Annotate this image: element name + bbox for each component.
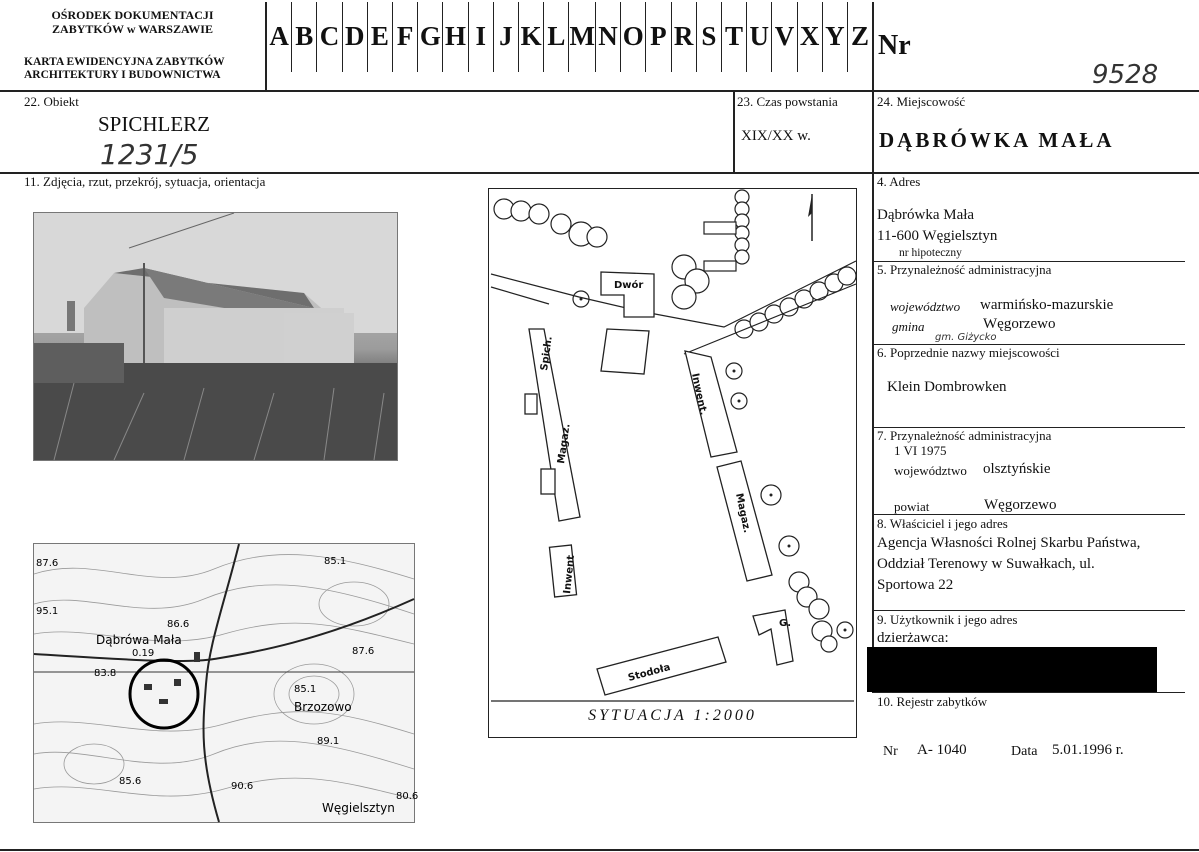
letter-cell-t: T [721,2,746,72]
obiekt-label: 22. Obiekt [24,94,79,109]
czas-value: XIX/XX w. [741,128,811,144]
letter-cell-d: D [342,2,367,72]
letter-cell-f: F [392,2,417,72]
letter-cell-k: K [518,2,543,72]
woj-value: warmińsko-mazurskie [980,297,1114,313]
situation-plan-drawing [489,189,856,737]
building-photo-drawing [34,213,397,460]
map-height-1: 87.6 [36,558,59,569]
letter-cell-l: L [543,2,568,72]
card-type [24,56,225,82]
letter-cell-r: R [671,2,696,72]
map-height-7: 83.8 [94,668,117,679]
adres-label: 4. Adres [877,174,921,189]
rejestr-nr-label: Nr [883,744,898,759]
nr-value: 9528 [1092,60,1159,90]
map-place-3: Węgielsztyn [322,801,395,815]
woj-1975-label: województwo [894,463,967,478]
institution-line-1: OŚRODEK DOKUMENTACJI [51,8,214,22]
wlasciciel-line-3: Sportowa 22 [877,577,954,593]
situation-caption: SYTUACJA 1:2000 [588,707,757,724]
czas-label: 23. Czas powstania [737,94,838,109]
map-height-11: 90.6 [231,781,254,792]
obiekt-value: SPICHLERZ [98,112,211,136]
card-type-line-1: KARTA EWIDENCYJNA ZABYTKÓW [24,56,225,68]
hipoteczny-label: nr hipoteczny [899,247,962,259]
rejestr-nr-value: A- 1040 [917,742,967,758]
letter-cell-h: H [442,2,467,72]
letter-index-row [266,2,872,72]
letter-cell-g: G [417,2,442,72]
przynaleznosc-label: 5. Przynależność administracyjna [877,262,1052,277]
building-photo [33,212,398,461]
map-height-12: 80.6 [396,791,419,802]
letter-cell-z: Z [847,2,872,72]
letter-cell-u: U [746,2,771,72]
situation-plan [488,188,857,738]
map-height-2: 85.1 [324,556,347,567]
przynaleznosc-1975-label: 7. Przynależność administracyjna [877,428,1052,443]
nr-label: Nr [878,30,911,61]
building-g: G. [779,618,792,629]
letter-cell-b: B [291,2,316,72]
letter-cell-v: V [771,2,796,72]
map-height-4: 86.6 [167,619,190,630]
gmina-note: gm. Giżycko [935,332,997,343]
gmina-value: Węgorzewo [983,316,1056,332]
miejscowosc-value: DĄBRÓWKA MAŁA [879,128,1115,152]
letter-cell-i: I [468,2,493,72]
card-type-line-2: ARCHITEKTURY I BUDOWNICTWA [24,69,221,81]
map-height-10: 85.6 [119,776,142,787]
letter-cell-a: A [266,2,291,72]
map-place-2: Brzozowo [294,700,352,714]
building-inwent-1: Inwent. [689,372,709,417]
letter-cell-y: Y [822,2,847,72]
letter-cell-n: N [595,2,620,72]
letter-cell-o: O [620,2,645,72]
obiekt-ref: 1231/5 [100,138,199,171]
map-height-5: 0.19 [132,648,155,659]
rejestr-data-label: Data [1011,744,1038,759]
poprzednie-label: 6. Poprzednie nazwy miejscowości [877,345,1060,360]
gmina-label: gmina [892,319,925,334]
topographic-map-drawing [34,544,419,822]
przynaleznosc-1975-date: 1 VI 1975 [894,443,947,458]
powiat-label: powiat [894,499,930,514]
letter-cell-s: S [696,2,721,72]
poprzednie-value: Klein Dombrowken [887,379,1007,395]
woj-label: województwo [890,299,961,314]
letter-cell-m: M [568,2,594,72]
woj-1975-value: olsztyńskie [983,461,1051,477]
building-inwent-2: Inwent [562,554,578,595]
powiat-value: Węgorzewo [984,497,1057,513]
rejestr-data-value: 5.01.1996 r. [1052,742,1124,758]
institution-name [10,8,255,36]
building-spich: Spich. [539,335,555,372]
zdjecia-label: 11. Zdjęcia, rzut, przekrój, sytuacja, orientacja [24,174,266,189]
letter-cell-e: E [367,2,392,72]
rejestr-label: 10. Rejestr zabytków [877,694,988,709]
map-height-8: 85.1 [294,684,317,695]
letter-cell-p: P [645,2,670,72]
map-height-9: 89.1 [317,736,340,747]
map-height-3: 95.1 [36,606,59,617]
letter-cell-j: J [493,2,518,72]
wlasciciel-line-2: Oddział Terenowy w Suwałkach, ul. [877,556,1095,572]
building-magaz-1: Magaz. [556,423,573,465]
adres-line-2: 11-600 Węgielsztyn [877,228,998,244]
wlasciciel-label: 8. Właściciel i jego adres [877,516,1008,531]
letter-cell-c: C [316,2,341,72]
map-height-6: 87.6 [352,646,375,657]
miejscowosc-label: 24. Miejscowość [877,94,966,109]
map-place-1: Dąbrówa Mała [96,633,182,647]
institution-line-2: ZABYTKÓW w WARSZAWIE [52,22,213,36]
wlasciciel-line-1: Agencja Własności Rolnej Skarbu Państwa, [877,535,1141,551]
uzytkownik-value: dzierżawca: [877,630,949,646]
building-magaz-2: Magaz. [733,492,753,534]
building-dwor: Dwór [614,280,644,291]
redacted-block [867,647,1157,692]
building-stodola: Stodoła [626,662,672,684]
topographic-map [33,543,419,823]
adres-line-1: Dąbrówka Mała [877,207,975,223]
uzytkownik-label: 9. Użytkownik i jego adres [877,612,1018,627]
letter-cell-x: X [797,2,822,72]
